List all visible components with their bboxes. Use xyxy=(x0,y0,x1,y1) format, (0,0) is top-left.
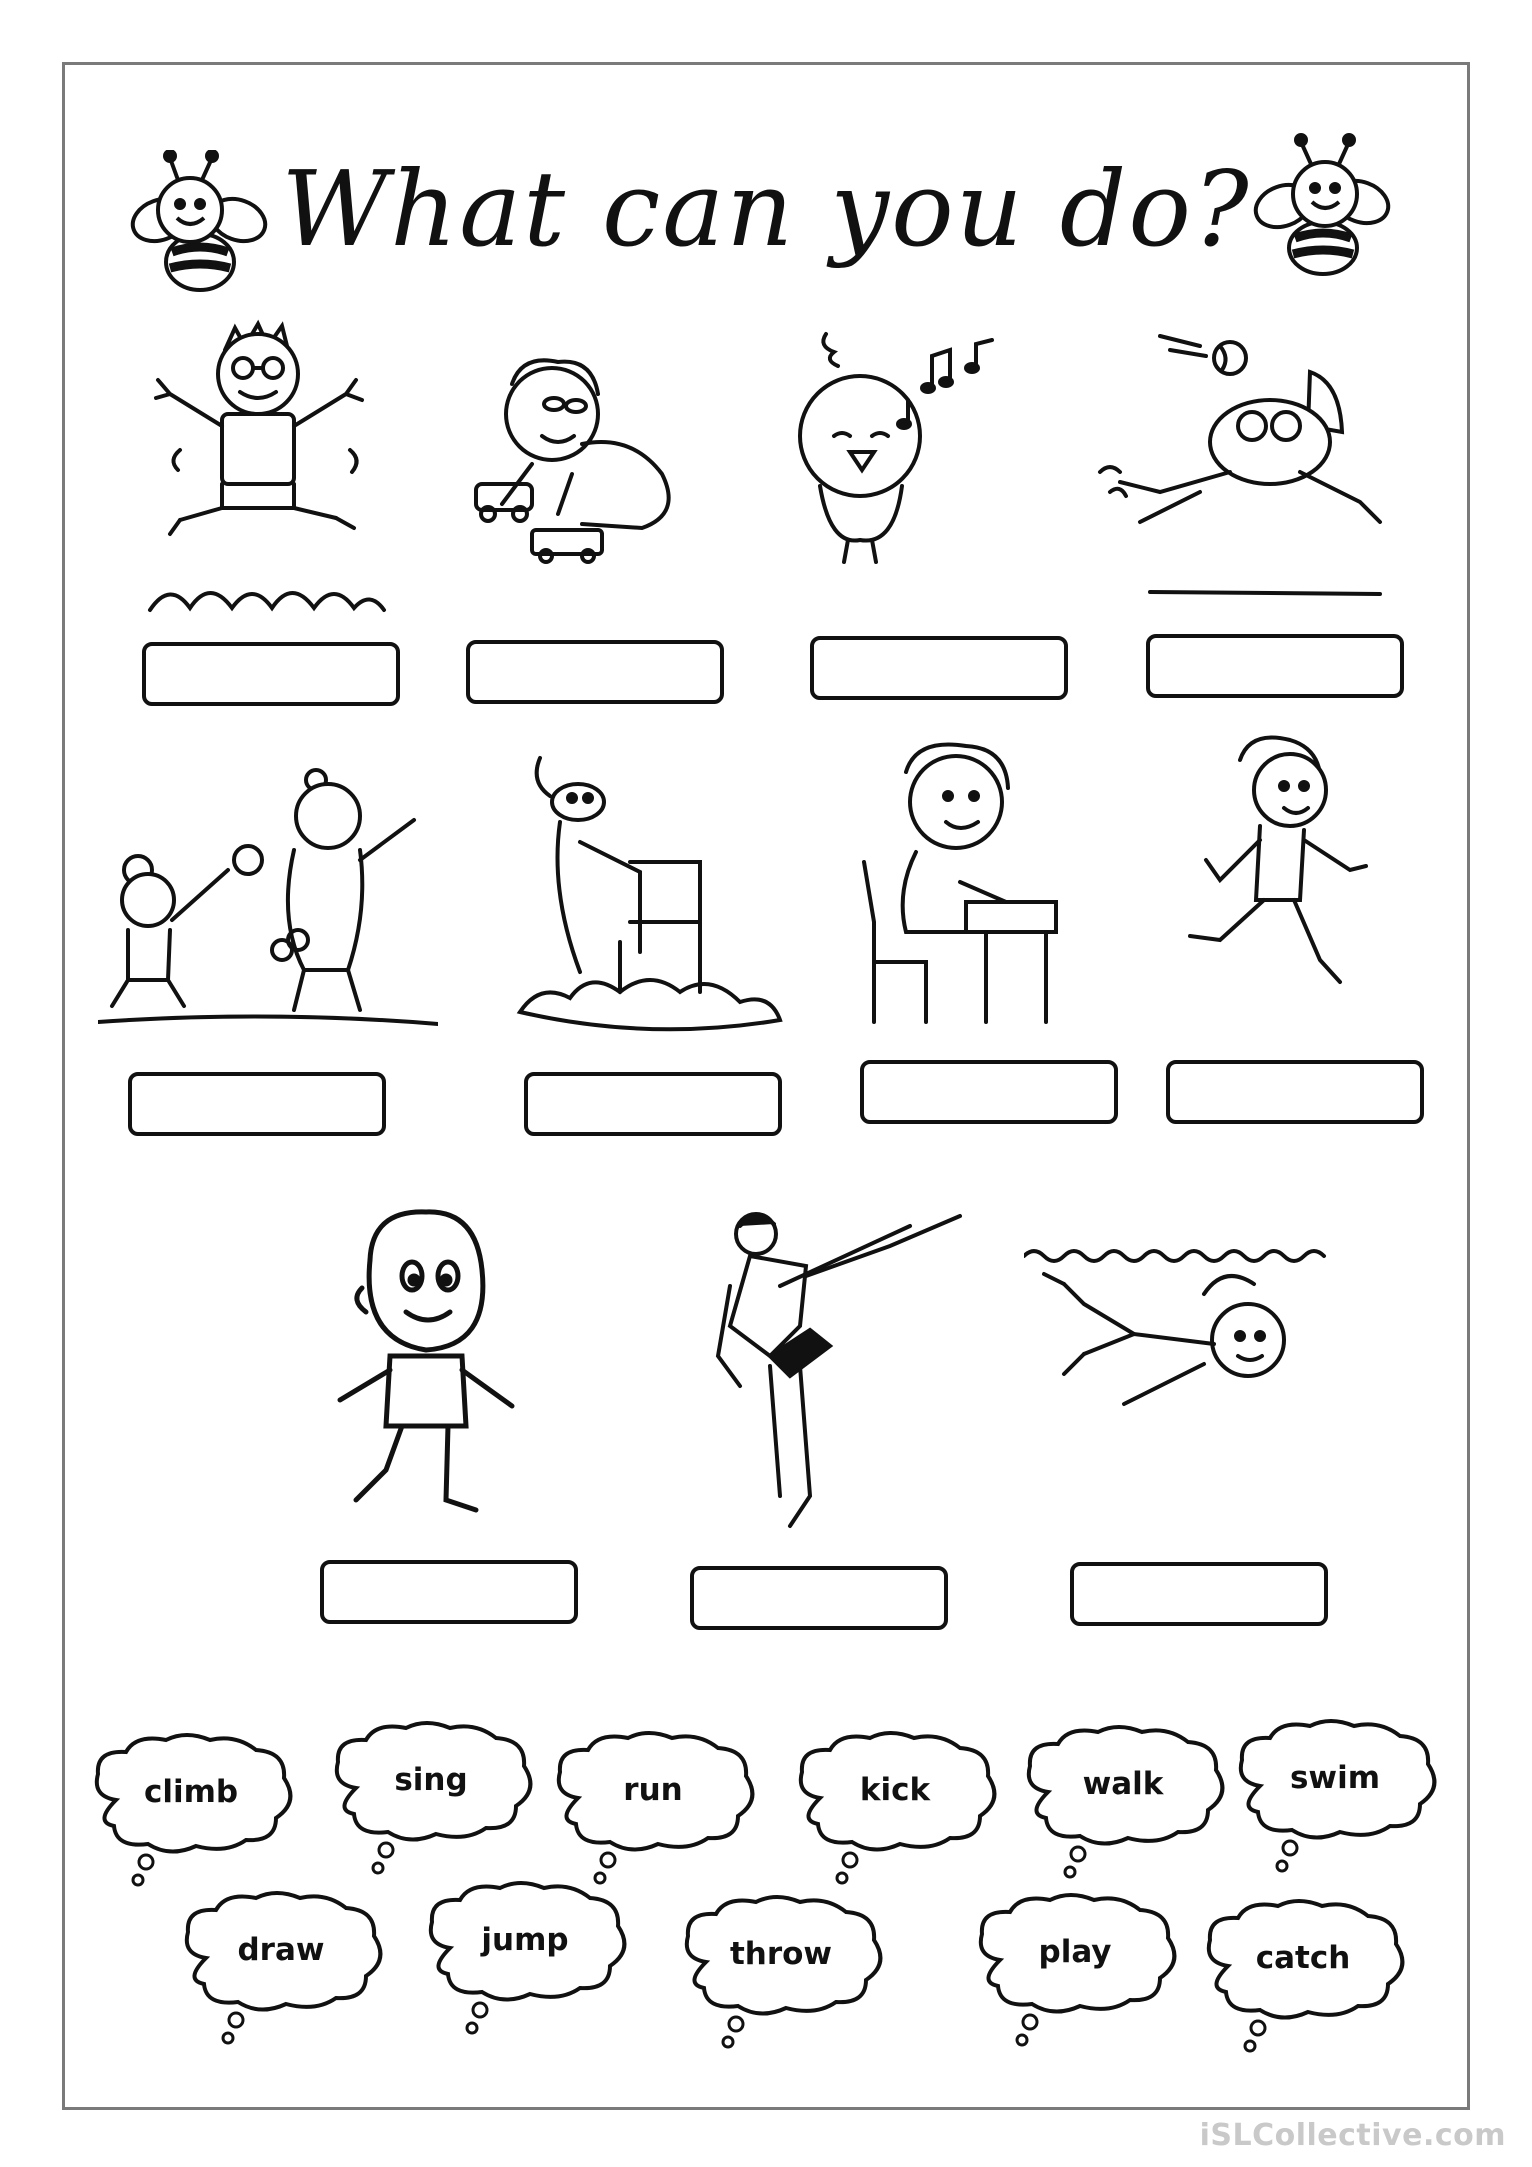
answer-box[interactable] xyxy=(810,636,1068,700)
word-bank-item: play xyxy=(1038,1934,1112,1970)
word-cloud-draw[interactable] xyxy=(176,1888,386,2048)
cloud-shape xyxy=(790,1728,1000,1888)
answer-box[interactable] xyxy=(1166,1060,1424,1124)
karate-kick-icon xyxy=(710,1206,970,1536)
boy-drawing-at-desk-icon xyxy=(856,732,1066,1032)
word-cloud-kick[interactable] xyxy=(790,1728,1000,1888)
word-bank-item: run xyxy=(623,1772,683,1808)
word-bank-item: catch xyxy=(1255,1940,1351,1976)
worksheet-title: What can you do? xyxy=(281,148,1251,270)
word-bank-item: sing xyxy=(394,1762,468,1798)
cloud-shape xyxy=(1230,1716,1440,1876)
boy-running-icon xyxy=(1180,730,1380,1010)
word-cloud-run[interactable] xyxy=(548,1728,758,1888)
boy-swimming-icon xyxy=(1024,1244,1334,1444)
word-cloud-play[interactable] xyxy=(970,1890,1180,2050)
watermark: iSLCollective.com xyxy=(1199,2118,1506,2153)
word-cloud-catch[interactable] xyxy=(1198,1896,1408,2056)
word-bank-item: kick xyxy=(859,1772,931,1808)
word-cloud-throw[interactable] xyxy=(676,1892,886,2052)
answer-box[interactable] xyxy=(128,1072,386,1136)
cloud-shape xyxy=(326,1718,536,1878)
boy-walking-icon xyxy=(326,1200,546,1530)
cloud-shape xyxy=(548,1728,758,1888)
cloud-shape xyxy=(676,1892,886,2052)
cloud-shape xyxy=(86,1730,296,1890)
answer-box[interactable] xyxy=(860,1060,1118,1124)
answer-box[interactable] xyxy=(524,1072,782,1136)
word-cloud-jump[interactable] xyxy=(420,1878,630,2038)
word-cloud-climb[interactable] xyxy=(86,1730,296,1890)
cloud-shape xyxy=(970,1890,1180,2050)
man-climbing-chair-icon xyxy=(500,752,800,1042)
boy-catching-ball-icon xyxy=(1080,322,1410,602)
word-bank-item: draw xyxy=(237,1932,325,1968)
bee-icon xyxy=(1245,128,1395,288)
bee-icon xyxy=(120,150,270,310)
answer-box[interactable] xyxy=(1070,1562,1328,1626)
word-bank-item: throw xyxy=(729,1936,833,1972)
singing-chick-icon xyxy=(790,326,1010,566)
word-cloud-swim[interactable] xyxy=(1230,1716,1440,1876)
answer-box[interactable] xyxy=(690,1566,948,1630)
answer-box[interactable] xyxy=(320,1560,578,1624)
word-bank-item: climb xyxy=(143,1774,239,1810)
cloud-shape xyxy=(1018,1722,1228,1882)
word-bank-item: walk xyxy=(1082,1766,1164,1802)
word-bank-item: jump xyxy=(481,1922,569,1958)
kids-throwing-snowballs-icon xyxy=(98,740,438,1040)
answer-box[interactable] xyxy=(1146,634,1404,698)
cloud-shape xyxy=(1198,1896,1408,2056)
answer-box[interactable] xyxy=(142,642,400,706)
answer-box[interactable] xyxy=(466,640,724,704)
boy-playing-with-toy-cars-icon xyxy=(462,344,702,564)
word-cloud-sing[interactable] xyxy=(326,1718,536,1878)
cloud-shape xyxy=(176,1888,386,2048)
word-bank-item: swim xyxy=(1289,1760,1381,1796)
cloud-shape xyxy=(420,1878,630,2038)
word-cloud-walk[interactable] xyxy=(1018,1722,1228,1882)
jumping-boy-in-leaves-icon xyxy=(140,310,390,620)
